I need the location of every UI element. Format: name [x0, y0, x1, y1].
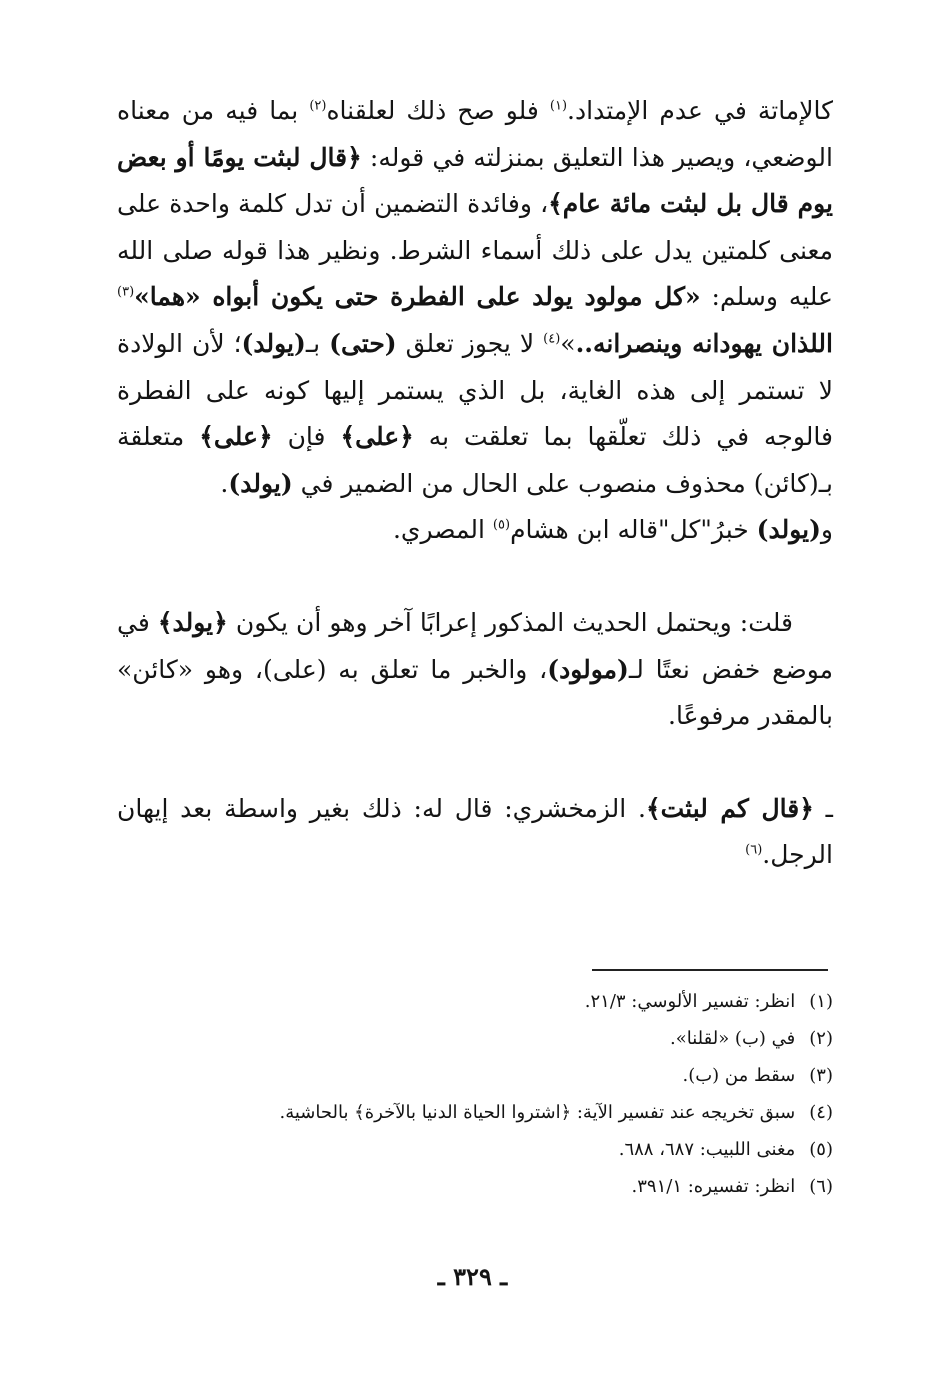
footnote-text: في (ب) «لقلنا». — [670, 1028, 796, 1049]
footnote-ref: (٢) — [309, 98, 327, 114]
text-run: المصري. — [392, 515, 493, 545]
footnote-6 — [117, 1168, 833, 1205]
footnote-number: (٥) — [809, 1139, 833, 1160]
footnote-number: (٤) — [809, 1102, 833, 1123]
text-run: ؛ لأن الولادة لا تستمر إلى هذه الغاية، بل الذي يستمر إليها كونه على الفطرة فالوجه في ذلك تعلّقها بما تعلقت به — [117, 328, 833, 452]
footnote-text: سقط من (ب). — [682, 1065, 796, 1086]
footnote-text: مغنى اللبيب: ٦٨٧، ٦٨٨. — [618, 1139, 796, 1160]
footnote-text: انظر: تفسير الألوسي: ٢١/٣. — [584, 991, 796, 1012]
bold-text: (يولد) — [228, 468, 293, 498]
text-run: فلو صح ذلك لعلقناه — [326, 96, 550, 125]
footnote-number: (١) — [809, 991, 833, 1012]
paragraph-1 — [117, 88, 833, 507]
paragraph-3 — [117, 600, 833, 740]
text-run: متعلقة بـ(كائن) محذوف منصوب على الحال من الضمير في — [117, 422, 833, 498]
text-run: ، والخبر ما تعلق به (على)، وهو «كائن» بالمقدر مرفوعًا. — [117, 654, 833, 731]
footnote-ref: (١) — [549, 98, 568, 114]
text-run: في موضع خفض نعتًا لـ — [117, 607, 834, 684]
text-run: فإن — [272, 422, 341, 452]
text-run: و — [820, 515, 833, 545]
footnote-1 — [117, 983, 833, 1020]
bold-text: (يولد) — [756, 515, 821, 545]
paragraph-2 — [117, 507, 833, 554]
footnote-ref: (٥) — [492, 518, 511, 534]
bold-text: (حتى) — [329, 328, 397, 358]
footnote-5 — [117, 1131, 833, 1168]
text-run: قلت: ويحتمل الحديث المذكور إعرابًا آخر وهو أن يكون — [227, 607, 793, 637]
footnote-text: سبق تخريجه عند تفسير الآية: ﴿اشتروا الحياة الدنيا بالآخرة﴾ بالحاشية. — [279, 1102, 796, 1123]
bold-text: ﴿يولد﴾ — [157, 607, 228, 637]
bold-text: ﴿قال كم لبثت﴾ — [645, 793, 814, 823]
bold-text: اللذان يهودانه وينصرانه.. — [575, 328, 833, 358]
bold-text: (مولود) — [547, 654, 629, 684]
text-run: كالإماتة في عدم الإمتداد. — [567, 96, 833, 125]
text-run: لا يجوز تعلق — [396, 328, 544, 358]
paragraph-gap — [117, 554, 833, 600]
text-run: . الزمخشري: قال له: ذلك بغير واسطة بعد إيهان الرجل. — [117, 793, 833, 870]
footnote-ref: (٤) — [543, 331, 561, 347]
footnote-divider — [592, 969, 828, 971]
text-run: ـ — [813, 793, 833, 823]
footnote-4 — [117, 1094, 833, 1131]
main-text — [117, 88, 833, 879]
page-number: ـ ٣٢٩ ـ — [437, 1262, 508, 1291]
footnotes-list — [117, 983, 833, 1205]
bold-text: ﴿على﴾ — [199, 422, 273, 452]
footnote-number: (٢) — [809, 1028, 833, 1049]
footnote-3 — [117, 1057, 833, 1094]
footnote-text: انظر: تفسيره: ٣٩١/١. — [631, 1176, 796, 1197]
text-run: » — [560, 328, 576, 358]
paragraph-4 — [117, 786, 833, 879]
bold-text: ﴿قال لبثت يومًا أو بعض يوم قال بل لبثت مائة عام﴾ — [117, 142, 834, 219]
text-run: خبرُ"كل"قاله ابن هشام — [510, 515, 757, 545]
text-run: . — [220, 468, 229, 498]
footnote-number: (٣) — [809, 1065, 833, 1086]
text-run: ، وفائدة التضمين أن تدل كلمة واحدة على معنى كلمتين يدل على ذلك أسماء الشرط. ونظير هذا قوله صلى الله عليه وسلم: — [117, 189, 833, 312]
footnote-2 — [117, 1020, 833, 1057]
footnote-ref: (٦) — [745, 842, 763, 858]
bold-text: (يولد) — [241, 328, 306, 358]
paragraph-gap — [117, 740, 833, 786]
text-run: بما فيه من معناه الوضعي، ويصير هذا التعليق بمنزلته في قوله: — [117, 96, 833, 172]
footnote-ref: (٣) — [117, 285, 135, 301]
bold-text: «كل مولود يولد على الفطرة حتى يكون أبواه «هما» — [134, 282, 701, 312]
bold-text: ﴿على﴾ — [340, 422, 414, 452]
text-run: بـ — [305, 328, 330, 358]
footnote-number: (٦) — [809, 1176, 833, 1197]
